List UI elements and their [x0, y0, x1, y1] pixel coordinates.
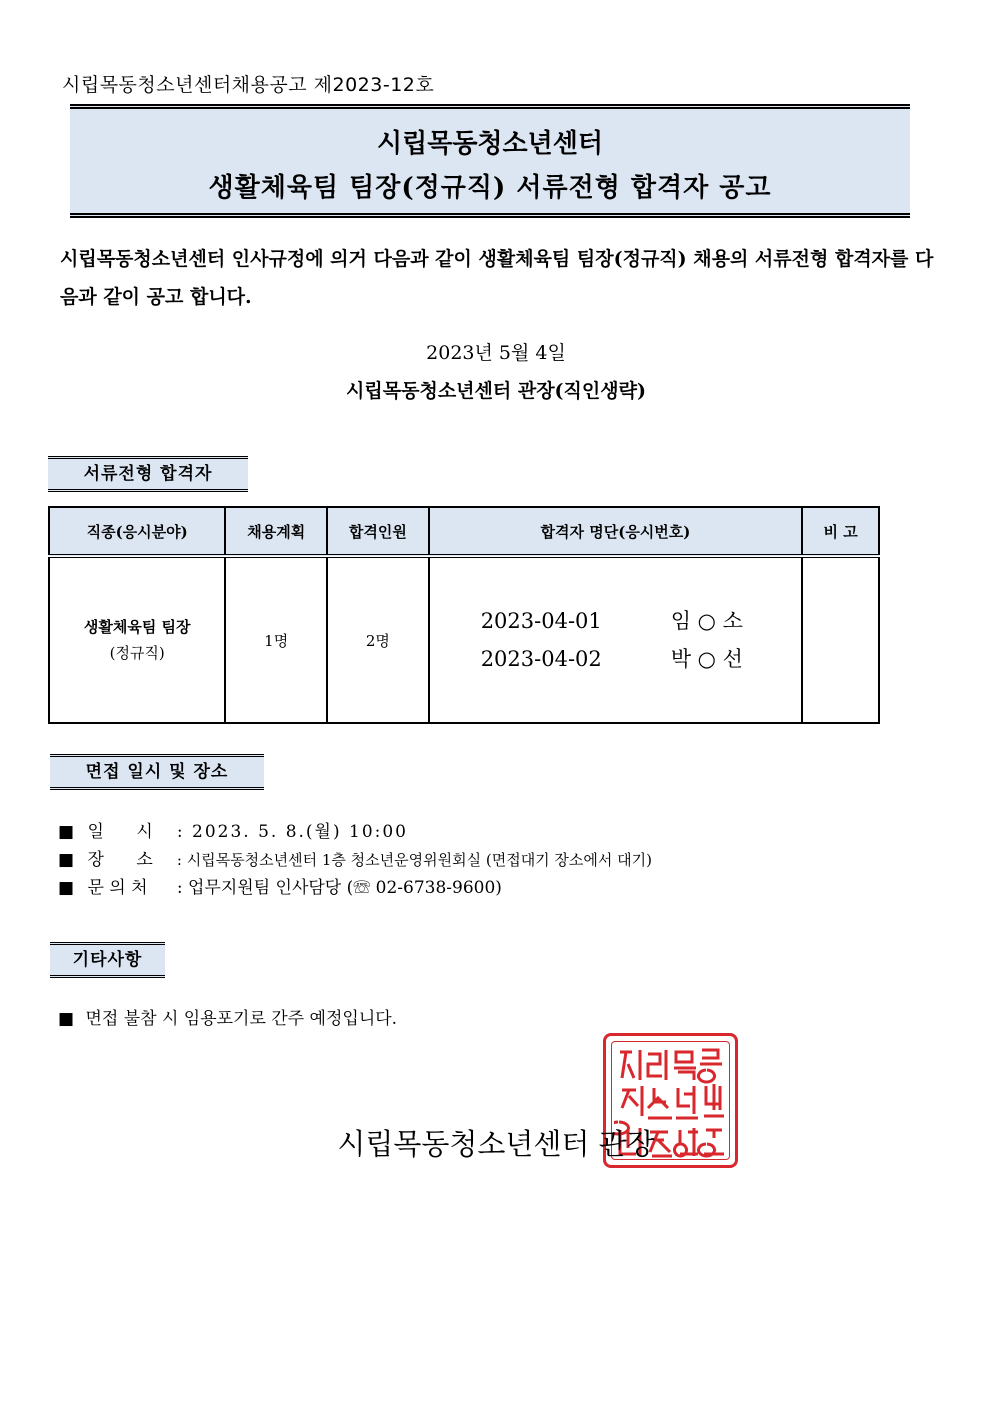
- header-remarks: 비 고: [802, 507, 879, 556]
- passed-table: [48, 506, 880, 724]
- title-line-2: 생활체육팀 팀장(정규직) 서류전형 합격자 공고: [208, 173, 772, 203]
- job-title: 생활체육팀 팀장: [83, 618, 191, 636]
- header-candidates: 합격자 명단(응시번호): [429, 507, 803, 556]
- section-label-passed: 서류전형 합격자: [48, 456, 248, 492]
- intro-paragraph: 시립목동청소년센터 인사규정에 의거 다음과 같이 생활체육팀 팀장(정규직) 채용의 서류전형 합격자를 다음과 같이 공고 합니다.: [60, 248, 934, 308]
- candidate-number: 2023-04-02: [480, 647, 602, 671]
- item-key: 문 의 처: [87, 878, 148, 898]
- header-plan: 채용계획: [225, 507, 327, 556]
- issuer: 시립목동청소년센터 관장(직인생략): [346, 380, 646, 402]
- item-value: : 시립목동청소년센터 1층 청소년운영위원회실 (면접대기 장소에서 대기): [176, 851, 652, 869]
- table-row: [49, 556, 879, 723]
- item-key: 일 시: [87, 822, 153, 842]
- bullet-square-icon: ■: [58, 1009, 75, 1029]
- section-label-misc: 기타사항: [50, 942, 165, 978]
- notice-number: 시립목동청소년센터채용공고 제2023-12호: [62, 74, 435, 96]
- item-value: : 2023. 5. 8.(월) 10:00: [176, 822, 409, 842]
- candidate-line: [431, 640, 801, 678]
- cell-job: [49, 556, 225, 723]
- bullet-square-icon: ■: [58, 822, 75, 842]
- signature: 시립목동청소년센터 관장: [337, 1127, 655, 1161]
- cell-plan: 1명: [225, 556, 327, 723]
- candidate-name: 박 ○ 선: [670, 647, 743, 671]
- section-label-interview: 면접 일시 및 장소: [50, 754, 264, 790]
- cell-candidates: [429, 556, 803, 723]
- job-type: (정규직): [109, 644, 165, 662]
- cell-remarks: [802, 556, 879, 723]
- list-item: [58, 874, 652, 902]
- misc-text: 면접 불참 시 임용포기로 간주 예정입니다.: [85, 1009, 398, 1029]
- table-header-row: [49, 507, 879, 556]
- title-line-1: 시립목동청소년센터: [376, 129, 604, 159]
- title-box: [70, 104, 910, 218]
- item-value: : 업무지원팀 인사담당 (☏ 02-6738-9600): [176, 878, 502, 898]
- item-key: 장 소: [87, 850, 153, 870]
- interview-details: [58, 818, 652, 902]
- misc-item: [58, 1004, 397, 1029]
- bullet-square-icon: ■: [58, 878, 75, 898]
- bullet-square-icon: ■: [58, 850, 75, 870]
- list-item: [58, 818, 652, 846]
- candidate-line: [431, 602, 801, 640]
- list-item: [58, 846, 652, 874]
- candidate-name: 임 ○ 소: [670, 609, 743, 633]
- notice-date: 2023년 5월 4일: [426, 342, 566, 364]
- header-job: 직종(응시분야): [49, 507, 225, 556]
- header-passed: 합격인원: [327, 507, 429, 556]
- cell-passed: 2명: [327, 556, 429, 723]
- candidate-number: 2023-04-01: [480, 609, 602, 633]
